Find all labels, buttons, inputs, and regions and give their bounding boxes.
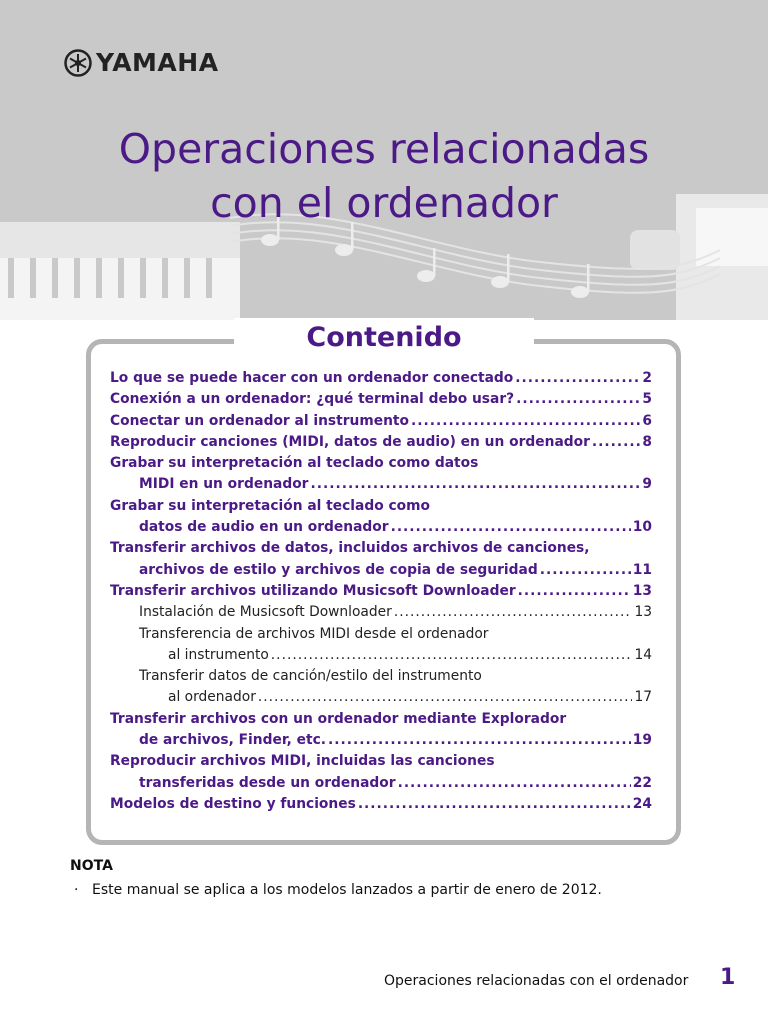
toc-entry-title: Grabar su interpretación al teclado como datos [110, 455, 479, 472]
tuning-forks-emblem-icon [64, 49, 92, 77]
note-text: Este manual se aplica a los modelos lanzados a partir de enero de 2012. [92, 882, 602, 898]
toc-entry-title-cont: al ordenador [168, 689, 256, 706]
toc-entry-page: 13 [634, 604, 652, 621]
toc-entry-title: Transferir datos de canción/estilo del instrumento [139, 668, 482, 685]
toc-entry-title: Grabar su interpretación al teclado como [110, 497, 431, 514]
toc-entry[interactable] [110, 581, 652, 602]
dot-leader [398, 773, 631, 794]
toc-entry-page: 8 [642, 433, 652, 450]
dot-leader [518, 581, 631, 602]
toc-entry-page: 11 [632, 561, 652, 578]
dot-leader [592, 432, 640, 453]
dot-leader [391, 517, 631, 538]
title-line-1: Operaciones relacionadas [118, 125, 650, 173]
toc-entry-page: 22 [632, 774, 652, 791]
toc-entry-title: Conectar un ordenador al instrumento [110, 412, 409, 429]
footer-title: Operaciones relacionadas con el ordenador [384, 973, 689, 989]
dot-leader [515, 368, 640, 389]
toc-entry-page: 6 [642, 412, 652, 429]
toc-entry-page: 10 [632, 519, 652, 536]
toc-entry-title-cont: MIDI en un ordenador [139, 476, 309, 493]
toc-entry-page: 24 [632, 795, 652, 812]
toc-entry-title-cont: transferidas desde un ordenador [139, 774, 396, 791]
dot-leader [411, 411, 640, 432]
dot-leader [328, 730, 631, 751]
dot-leader [271, 645, 633, 666]
toc-entry-title: Transferir archivos utilizando Musicsoft Downloader [110, 582, 516, 599]
note-label: NOTA [70, 858, 113, 874]
dot-leader [311, 474, 641, 495]
toc-entry[interactable] [110, 538, 652, 581]
toc-entry[interactable] [110, 368, 652, 389]
toc-entry-title: Modelos de destino y funciones [110, 795, 356, 812]
toc-entry-title-cont: al instrumento [168, 646, 269, 663]
toc-entry[interactable] [110, 453, 652, 496]
yamaha-logo [64, 48, 219, 77]
toc-entry[interactable] [110, 751, 652, 794]
bullet: · [74, 882, 79, 898]
header-banner [0, 0, 768, 320]
toc-entry-page: 13 [632, 582, 652, 599]
toc-entry-title: Conexión a un ordenador: ¿qué terminal debo usar? [110, 391, 515, 408]
toc-entry[interactable] [110, 794, 652, 815]
toc-entry-title: Lo que se puede hacer con un ordenador conectado [110, 370, 514, 386]
toc-entry-title: Transferencia de archivos MIDI desde el ordenador [139, 625, 489, 642]
toc-entry-title: Instalación de Musicsoft Downloader [139, 604, 392, 621]
title-line-2: con el ordenador [210, 179, 558, 227]
toc-entry-page: 19 [632, 732, 652, 749]
toc-entry-page: 17 [634, 689, 652, 706]
toc-entry-title: Reproducir archivos MIDI, incluidas las canciones [110, 753, 495, 770]
toc-entry-page: 14 [634, 646, 652, 663]
toc-subentry[interactable] [110, 624, 652, 667]
document-title [0, 122, 768, 230]
toc-subentry[interactable] [110, 666, 652, 709]
toc-entry-title: Reproducir canciones (MIDI, datos de audio) en un ordenador [110, 433, 590, 450]
toc-entry-page: 2 [642, 370, 652, 386]
toc-entry[interactable] [110, 389, 652, 410]
toc-entry-title: Transferir archivos de datos, incluidos archivos de canciones, [110, 540, 590, 557]
toc-entry-page: 5 [642, 391, 652, 408]
toc-entry-page: 9 [642, 476, 652, 493]
dot-leader [516, 389, 640, 410]
toc-entry[interactable] [110, 709, 652, 752]
toc-heading: Contenido [234, 318, 534, 358]
toc-entry[interactable] [110, 411, 652, 432]
dot-leader [258, 687, 633, 708]
toc-entry-title-cont: datos de audio en un ordenador [139, 519, 389, 536]
toc-entry-title-cont: archivos de estilo y archivos de copia de seguridad [139, 561, 538, 578]
logo-text: YAMAHA [96, 48, 219, 77]
dot-leader [540, 560, 631, 581]
toc-entry-title-cont: de archivos, Finder, etc. [139, 732, 327, 749]
dot-leader [358, 794, 631, 815]
toc-subentry[interactable] [110, 602, 652, 623]
toc-entry[interactable] [110, 496, 652, 539]
page-number: 1 [720, 965, 736, 990]
note-item [74, 882, 602, 898]
dot-leader [394, 602, 633, 623]
toc-entry-title: Transferir archivos con un ordenador mediante Explorador [110, 710, 567, 727]
table-of-contents [110, 368, 652, 815]
toc-entry[interactable] [110, 432, 652, 453]
